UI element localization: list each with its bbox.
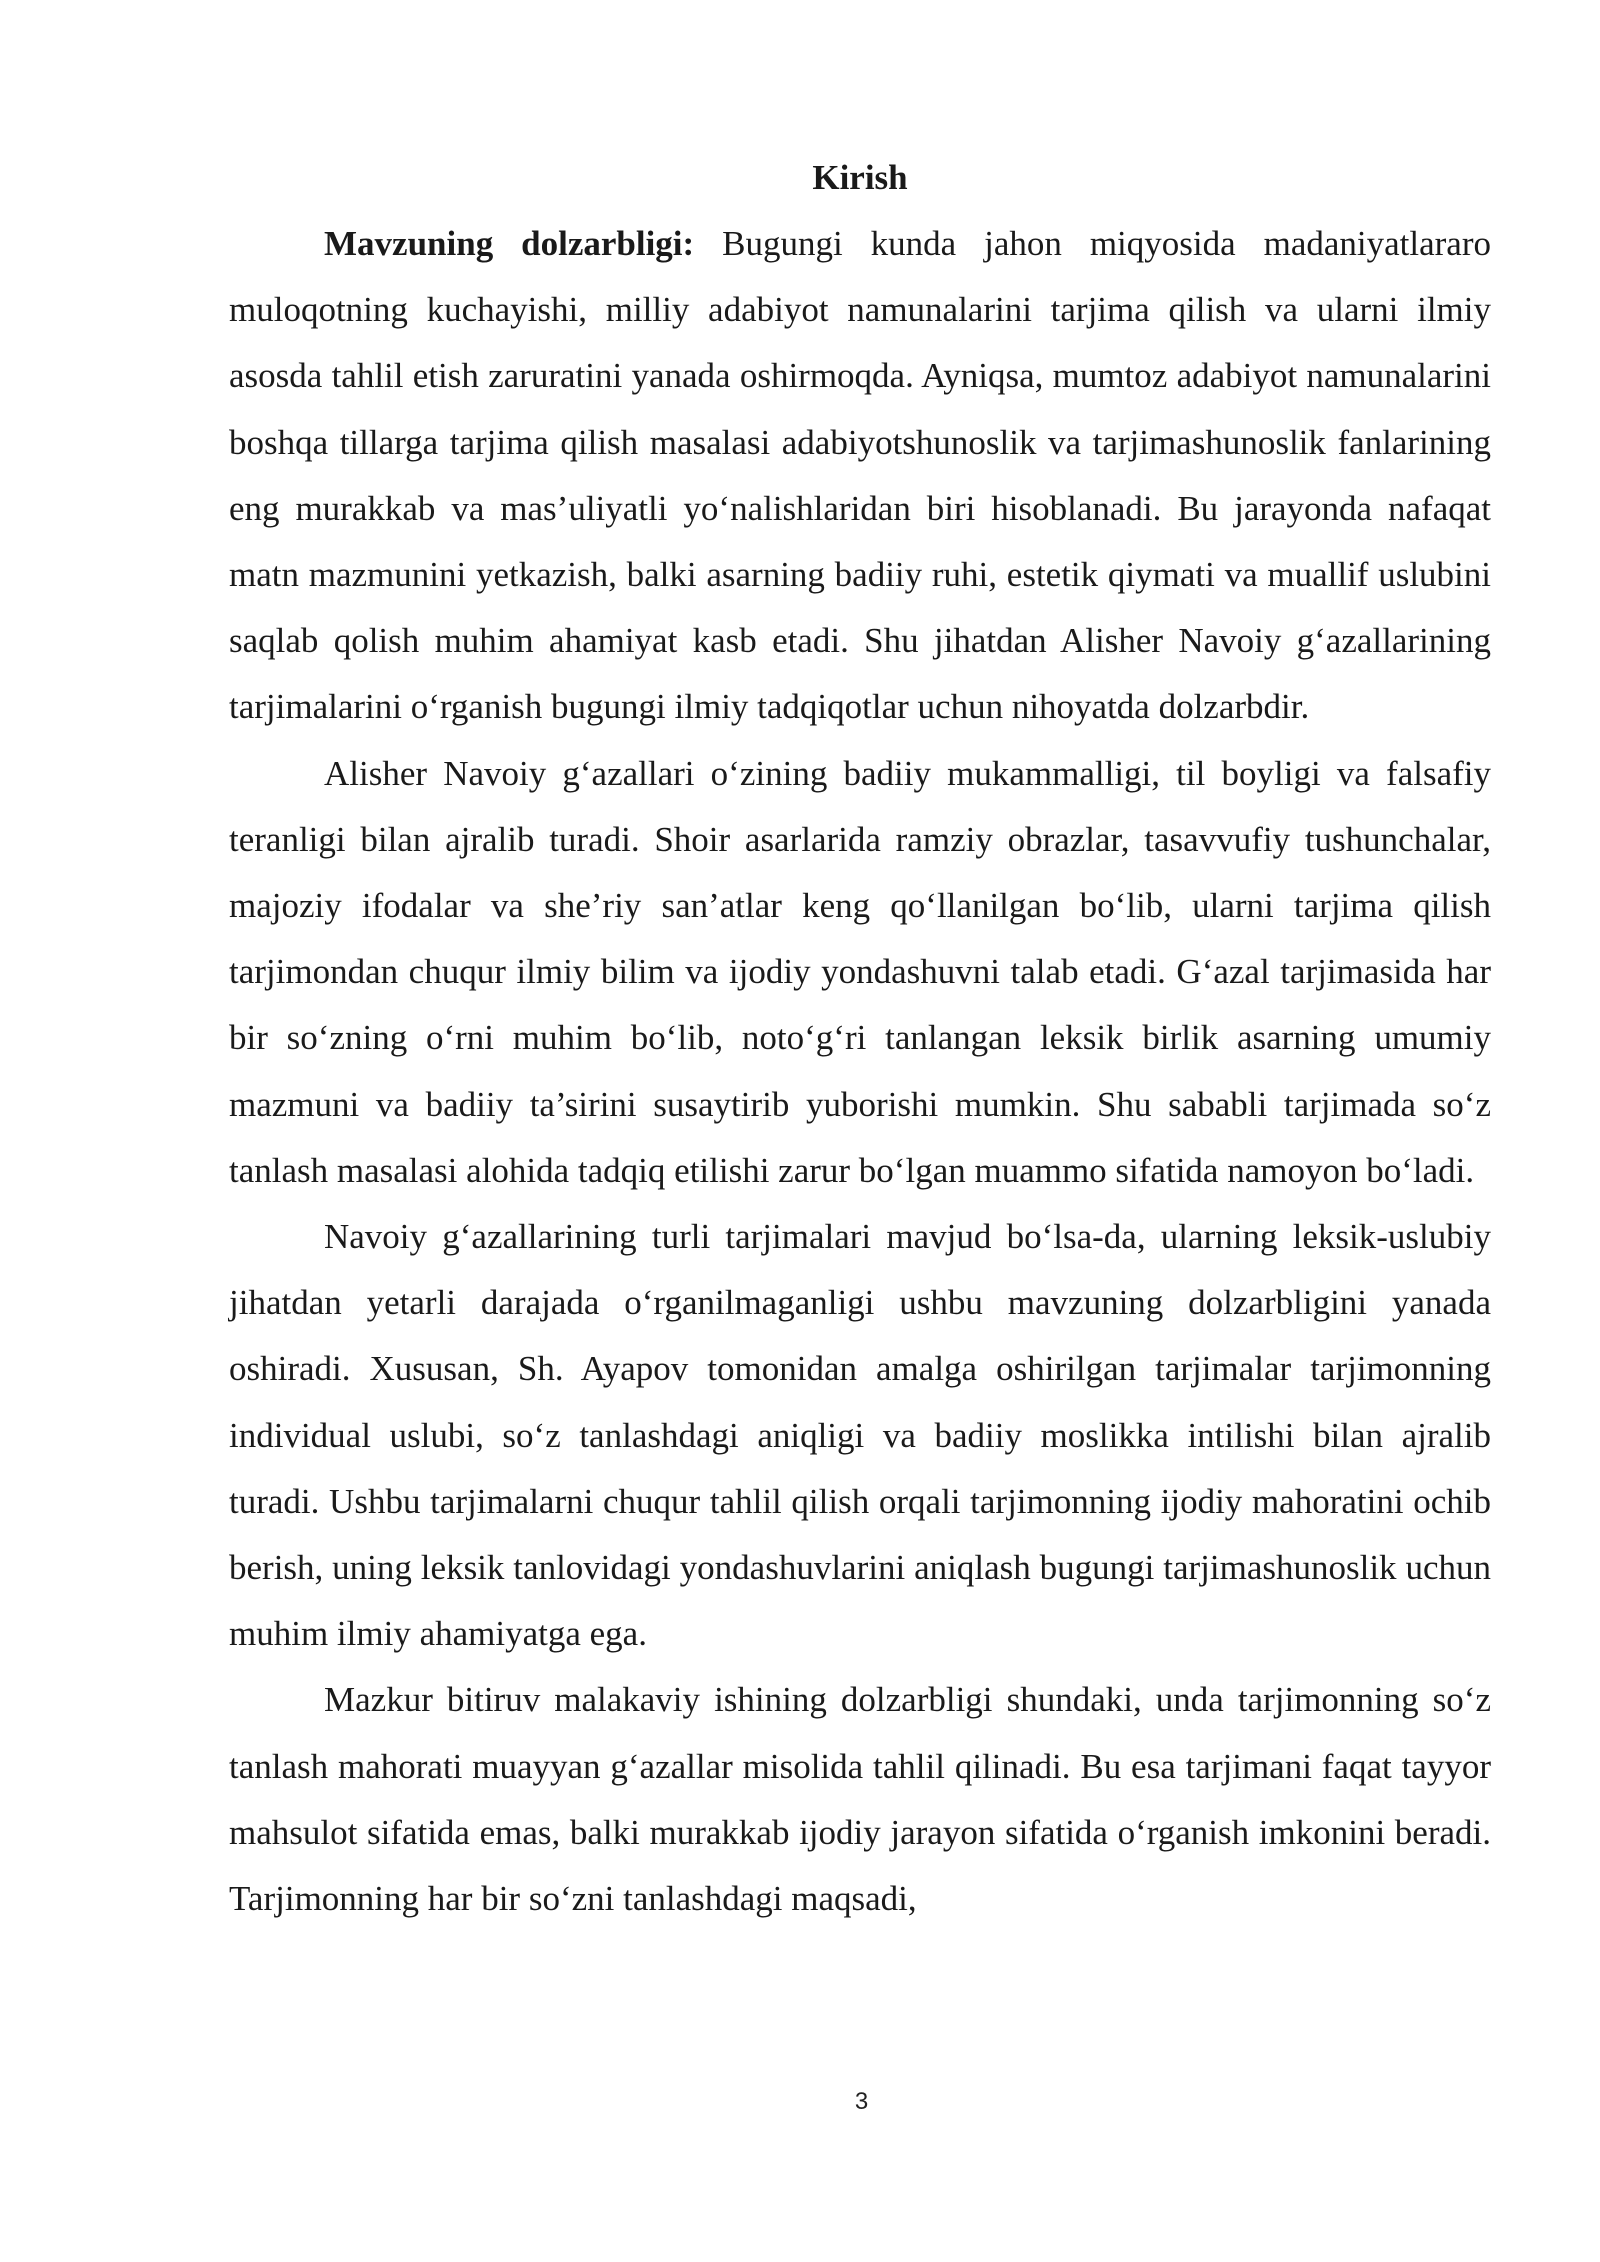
paragraph-navoiy-ghazals: Alisher Navoiy g‘azallari o‘zining badiiy mukammalligi, til boyligi va falsafiy teranligi bilan ajralib turadi. Shoir asarlarida ramziy obrazlar, tasavvufiy tushunchalar, majoziy ifodalar va she’riy san’atlar keng qo‘llanilgan bo‘lib, ularni tarjima qilish tarjimondan chuqur ilmiy bilim va ijodiy yondashuvni talab etadi. G‘azal tarjimasida har bir so‘zning o‘rni muhim bo‘lib, noto‘g‘ri tanlangan leksik birlik asarning umumiy mazmuni va badiiy ta’sirini susaytirib yuborishi mumkin. Shu sababli tarjimada so‘z tanlash masalasi alohida tadqiq etilishi zarur bo‘lgan muammo sifatida namoyon bo‘ladi. (229, 753, 1491, 1190)
paragraph-lead-bold: Mavzuning dolzarbligi: (324, 224, 695, 263)
paragraph-text: Bugungi kunda jahon miqyosida madaniyatlararo muloqotning kuchayishi, milliy adabiyot namunalarini tarjima qilish va ularni ilmiy asosda tahlil etish zaruratini yanada oshirmoqda. Ayniqsa, mumtoz adabiyot namunalarini boshqa tillarga tarjima qilish masalasi adabiyotshunoslik va tarjimashunoslik fanlarining eng murakkab va mas’uliyatli yo‘nalishlaridan biri hisoblanadi. Bu jarayonda nafaqat matn mazmunini yetkazish, balki asarning badiiy ruhi, estetik qiymati va muallif uslubini saqlab qolish muhim ahamiyat kasb etadi. Shu jihatdan Alisher Navoiy g‘azallarining tarjimalarini o‘rganish bugungi ilmiy tadqiqotlar uchun nihoyatda dolzarbdir. (229, 224, 1491, 727)
page-number: 3 (854, 2088, 869, 2115)
paragraph-translations: Navoiy g‘azallarining turli tarjimalari mavjud bo‘lsa-da, ularning leksik-uslubiy jihatdan yetarli darajada o‘rganilmaganligi ushbu mavzuning dolzarbligini yanada oshiradi. Xususan, Sh. Ayapov tomonidan amalga oshirilgan tarjimalar tarjimonning individual uslubi, so‘z tanlashdagi aniqligi va badiiy moslikka intilishi bilan ajralib turadi. Ushbu tarjimalarni chuqur tahlil qilish orqali tarjimonning ijodiy mahoratini ochib berish, uning leksik tanlovidagi yondashuvlarini aniqlash bugungi tarjimashunoslik uchun muhim ilmiy ahamiyatga ega. (229, 1217, 1491, 1654)
paragraph-relevance (229, 211, 1491, 741)
paragraph-thesis-relevance: Mazkur bitiruv malakaviy ishining dolzarbligi shundaki, unda tarjimonning so‘z tanlash mahorati muayyan g‘azallar misolida tahlil qilinadi. Bu esa tarjimani faqat tayyor mahsulot sifatida emas, balki murakkab ijodiy jarayon sifatida o‘rganish imkonini beradi. Tarjimonning har bir so‘zni tanlashdagi maqsadi, (229, 1680, 1491, 1919)
page-content (229, 145, 1491, 1932)
section-heading: Kirish (812, 158, 908, 197)
